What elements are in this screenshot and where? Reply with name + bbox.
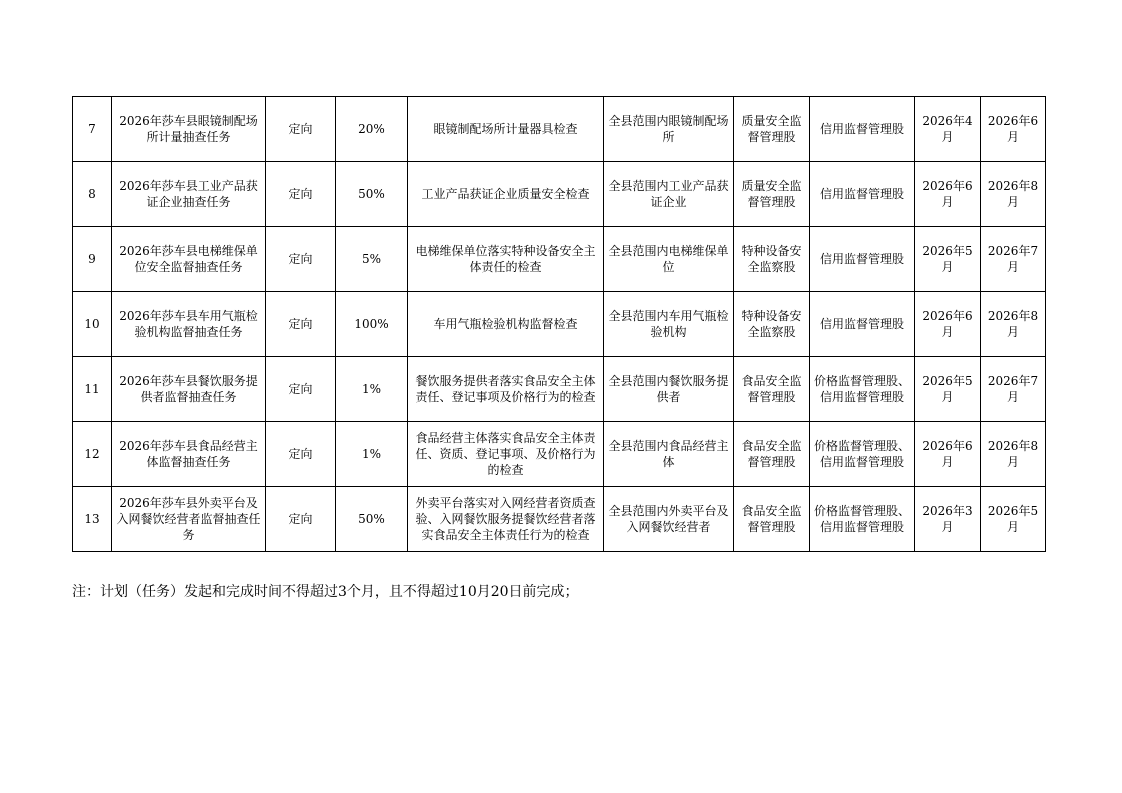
cooperating-department-cell: 信用监督管理股 — [810, 162, 915, 227]
table-row — [73, 227, 1046, 292]
table-row — [73, 292, 1046, 357]
cooperating-department-cell: 价格监督管理股、信用监督管理股 — [810, 487, 915, 552]
inspection-content-cell: 眼镜制配场所计量器具检查 — [408, 97, 604, 162]
inspection-scope-cell: 全县范围内工业产品获证企业 — [604, 162, 734, 227]
table-body — [73, 97, 1046, 552]
end-date-cell: 2026年5月 — [981, 487, 1046, 552]
inspection-content-cell: 餐饮服务提供者落实食品安全主体责任、登记事项及价格行为的检查 — [408, 357, 604, 422]
inspection-scope-cell: 全县范围内眼镜制配场所 — [604, 97, 734, 162]
inspection-scope-cell: 全县范围内车用气瓶检验机构 — [604, 292, 734, 357]
start-date-cell: 2026年3月 — [915, 487, 981, 552]
row-number-cell: 11 — [73, 357, 112, 422]
sampling-method-cell: 定向 — [266, 227, 336, 292]
inspection-content-cell: 工业产品获证企业质量安全检查 — [408, 162, 604, 227]
inspection-content-cell: 外卖平台落实对入网经营者资质查验、入网餐饮服务提餐饮经营者落实食品安全主体责任行为的检查 — [408, 487, 604, 552]
cooperating-department-cell: 价格监督管理股、信用监督管理股 — [810, 357, 915, 422]
start-date-cell: 2026年6月 — [915, 162, 981, 227]
sampling-method-cell: 定向 — [266, 162, 336, 227]
lead-department-cell: 食品安全监督管理股 — [734, 422, 810, 487]
end-date-cell: 2026年7月 — [981, 227, 1046, 292]
sampling-method-cell: 定向 — [266, 487, 336, 552]
lead-department-cell: 食品安全监督管理股 — [734, 487, 810, 552]
row-number-cell: 9 — [73, 227, 112, 292]
row-number-cell: 7 — [73, 97, 112, 162]
task-table — [72, 96, 1046, 552]
start-date-cell: 2026年6月 — [915, 292, 981, 357]
end-date-cell: 2026年7月 — [981, 357, 1046, 422]
cooperating-department-cell: 信用监督管理股 — [810, 227, 915, 292]
table-row — [73, 357, 1046, 422]
task-name-cell: 2026年莎车县餐饮服务提供者监督抽查任务 — [112, 357, 266, 422]
sampling-method-cell: 定向 — [266, 97, 336, 162]
lead-department-cell: 质量安全监督管理股 — [734, 97, 810, 162]
cooperating-department-cell: 信用监督管理股 — [810, 97, 915, 162]
task-name-cell: 2026年莎车县车用气瓶检验机构监督抽查任务 — [112, 292, 266, 357]
inspection-content-cell: 电梯维保单位落实特种设备安全主体责任的检查 — [408, 227, 604, 292]
task-name-cell: 2026年莎车县电梯维保单位安全监督抽查任务 — [112, 227, 266, 292]
footnote: 注：计划（任务）发起和完成时间不得超过3个月，且不得超过10月20日前完成； — [72, 584, 579, 600]
row-number-cell: 8 — [73, 162, 112, 227]
cooperating-department-cell: 价格监督管理股、信用监督管理股 — [810, 422, 915, 487]
row-number-cell: 10 — [73, 292, 112, 357]
table-row — [73, 422, 1046, 487]
end-date-cell: 2026年8月 — [981, 162, 1046, 227]
sampling-ratio-cell: 1% — [336, 422, 408, 487]
inspection-content-cell: 车用气瓶检验机构监督检查 — [408, 292, 604, 357]
start-date-cell: 2026年5月 — [915, 227, 981, 292]
sampling-ratio-cell: 5% — [336, 227, 408, 292]
task-name-cell: 2026年莎车县工业产品获证企业抽查任务 — [112, 162, 266, 227]
inspection-scope-cell: 全县范围内食品经营主体 — [604, 422, 734, 487]
lead-department-cell: 质量安全监督管理股 — [734, 162, 810, 227]
row-number-cell: 12 — [73, 422, 112, 487]
inspection-scope-cell: 全县范围内外卖平台及入网餐饮经营者 — [604, 487, 734, 552]
table-row — [73, 487, 1046, 552]
start-date-cell: 2026年5月 — [915, 357, 981, 422]
end-date-cell: 2026年8月 — [981, 292, 1046, 357]
sampling-ratio-cell: 50% — [336, 162, 408, 227]
lead-department-cell: 食品安全监督管理股 — [734, 357, 810, 422]
inspection-scope-cell: 全县范围内电梯维保单位 — [604, 227, 734, 292]
sampling-ratio-cell: 1% — [336, 357, 408, 422]
end-date-cell: 2026年6月 — [981, 97, 1046, 162]
sampling-method-cell: 定向 — [266, 292, 336, 357]
sampling-ratio-cell: 50% — [336, 487, 408, 552]
task-name-cell: 2026年莎车县外卖平台及入网餐饮经营者监督抽查任务 — [112, 487, 266, 552]
lead-department-cell: 特种设备安全监察股 — [734, 227, 810, 292]
inspection-scope-cell: 全县范围内餐饮服务提供者 — [604, 357, 734, 422]
task-name-cell: 2026年莎车县食品经营主体监督抽查任务 — [112, 422, 266, 487]
table-row — [73, 162, 1046, 227]
sampling-ratio-cell: 100% — [336, 292, 408, 357]
table-row — [73, 97, 1046, 162]
start-date-cell: 2026年6月 — [915, 422, 981, 487]
end-date-cell: 2026年8月 — [981, 422, 1046, 487]
row-number-cell: 13 — [73, 487, 112, 552]
inspection-content-cell: 食品经营主体落实食品安全主体责任、资质、登记事项、及价格行为的检查 — [408, 422, 604, 487]
sampling-ratio-cell: 20% — [336, 97, 408, 162]
lead-department-cell: 特种设备安全监察股 — [734, 292, 810, 357]
sampling-method-cell: 定向 — [266, 357, 336, 422]
task-name-cell: 2026年莎车县眼镜制配场所计量抽查任务 — [112, 97, 266, 162]
sampling-method-cell: 定向 — [266, 422, 336, 487]
cooperating-department-cell: 信用监督管理股 — [810, 292, 915, 357]
start-date-cell: 2026年4月 — [915, 97, 981, 162]
